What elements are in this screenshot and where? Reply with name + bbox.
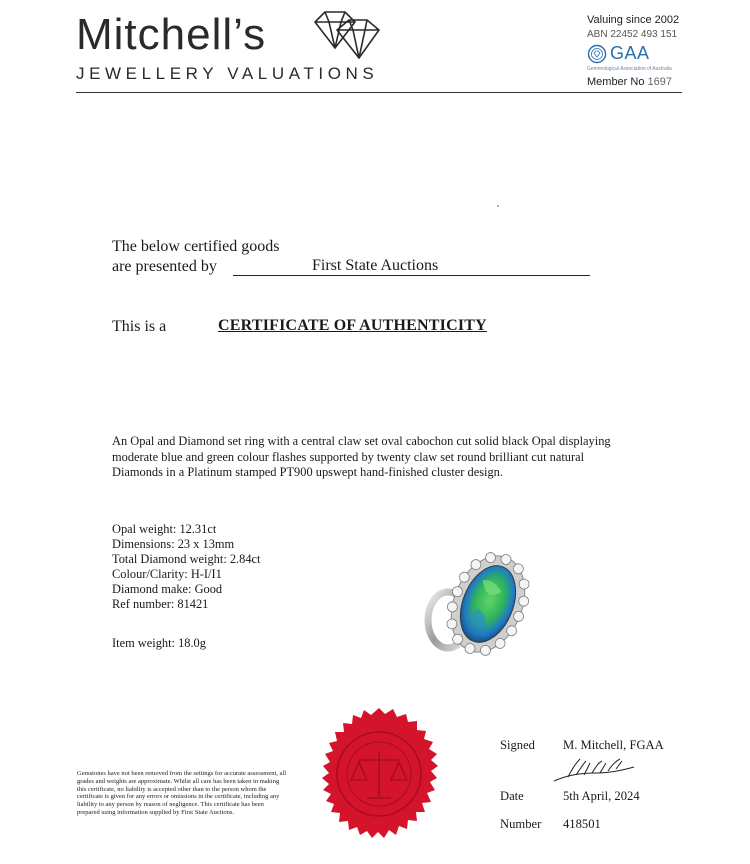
certificate-number: 418501 [563, 817, 601, 831]
date-label: Date [500, 789, 524, 803]
spec-ref-number: Ref number: 81421 [112, 597, 209, 611]
spec-diamond-weight: Total Diamond weight: 2.84ct [112, 552, 261, 566]
number-label: Number [500, 817, 542, 831]
member-label: Member No [587, 76, 645, 88]
item-weight: Item weight: 18.0g [112, 636, 206, 650]
date-value: 5th April, 2024 [563, 789, 640, 803]
spec-dimensions: Dimensions: 23 x 13mm [112, 537, 235, 551]
disclaimer-text: Gemstones have not been removed from the settings for accurate assessment, all grades and weights are approximate. Whilst all care has been taken in making this certificate, no liability is accepted other than to the person whom the certificate is given for any errors or omissions in the certificate, including any liability to any person by reason of negligence. This certificate has been prepared using information supplied by First State Auctions. [77, 770, 287, 816]
stray-mark [497, 205, 499, 207]
spec-opal-weight: Opal weight: 12.31ct [112, 522, 217, 536]
signed-by: M. Mitchell, FGAA [563, 738, 664, 752]
certificate-prefix: This is a [112, 318, 167, 335]
spec-diamond-make: Diamond make: Good [112, 582, 223, 596]
presenter-name: First State Auctions [312, 257, 439, 274]
valuing-since: Valuing since 2002 [587, 14, 680, 26]
signed-label: Signed [500, 738, 535, 752]
brand-name: Mitchell’s [76, 10, 267, 59]
brand-tagline: JEWELLERY VALUATIONS [76, 64, 379, 83]
wax-seal-icon [305, 706, 453, 854]
opal-ring-image [422, 548, 540, 666]
header-divider [76, 92, 682, 93]
gaa-seal-icon [587, 44, 607, 64]
handwritten-signature [550, 755, 638, 785]
gaa-subtext: Gemmological Association of Australia [587, 66, 672, 72]
spec-colour-clarity: Colour/Clarity: H-I/I1 [112, 567, 222, 581]
certificate-title: CERTIFICATE OF AUTHENTICITY [218, 317, 487, 334]
gaa-text: GAA [610, 43, 650, 63]
member-number-value: 1697 [647, 76, 673, 88]
diamond-logo-icon [309, 8, 381, 62]
member-number [587, 76, 672, 88]
presented-by-label: are presented by [112, 258, 217, 275]
abn-number: ABN 22452 493 151 [587, 29, 678, 40]
item-description: An Opal and Diamond set ring with a central claw set oval cabochon cut solid black Opal displaying moderate blue and green colour flashes supported by twenty claw set round brilliant cut natural Diamonds in a Platinum stamped PT900 upswept hand-finished cluster design. [112, 434, 611, 479]
certified-goods-line: The below certified goods [112, 238, 280, 255]
